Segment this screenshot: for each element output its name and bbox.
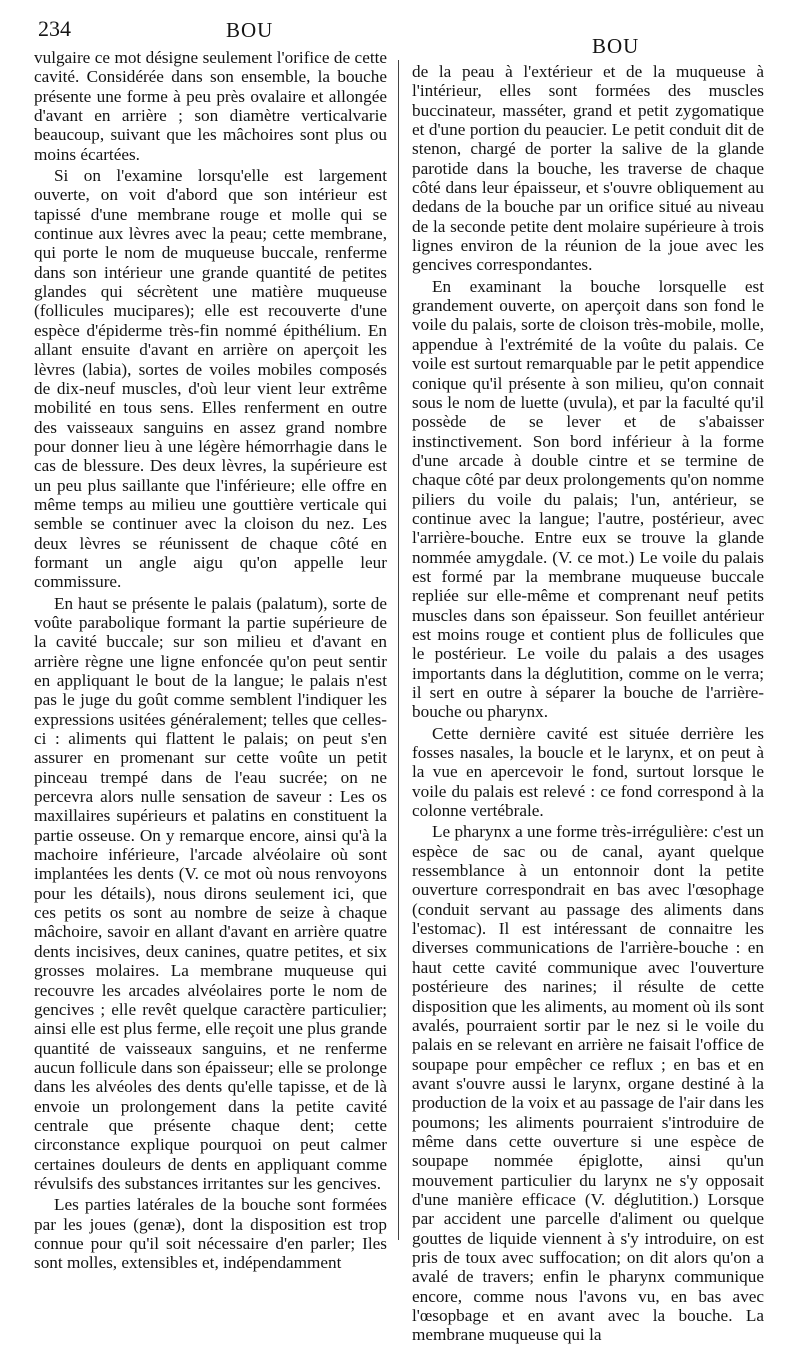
running-head-left: BOU [226,18,274,42]
column-divider [398,60,399,1240]
paragraph: vulgaire ce mot désigne seulement l'orifice de cette cavité. Considérée dans son ensemble, la bouche présente une forme à peu près ovalaire et allongée d'avant en arrière ; son diamètre verticalvarie beaucoup, suivant que les mâchoires sont plus ou moins écartées. [34,48,387,164]
page-header [0,12,800,58]
paragraph: Les parties latérales de la bouche sont formées par les joues (genæ), dont la disposition est trop connue pour qu'il soit nécessaire d'en parler; Iles sont molles, extensibles et, indépendamment [34,1195,387,1273]
paragraph: Si on l'examine lorsqu'elle est largement ouverte, on voit d'abord que son intérieur est tapissé d'une membrane rouge et molle qui se continue aux lèvres avec la peau; cette membrane, qui porte le nom de muqueuse buccale, renferme dans son intérieur une grande quantité de petites glandes qui sécrètent une matière muqueuse (follicules mucipares); elle est recouverte d'une espèce d'épiderme très-fin nommé épithélium. En allant ensuite d'avant en arrière on aperçoit les lèvres (labia), sortes de voiles mobiles composés de dix-neuf muscles, d'où leur vient leur extrême mobilité en tous sens. Elles renferment en outre des vaisseaux sanguins en assez grand nombre pour donner lieu à une légère hémorrhagie dans le cas de blessure. Des deux lèvres, la supérieure est un peu plus saillante que l'inférieure; elle offre en même temps au milieu une gouttière verticale qui semble se continuer avec la cloison du nez. Les deux lèvres se réunissent de chaque côté en formant un angle aigu qu'on appelle leur commissure. [34,166,387,592]
paragraph: En haut se présente le palais (palatum), sorte de voûte parabolique formant la partie supérieure de la cavité buccale; sur son milieu et d'avant en arrière règne une ligne enfoncée qu'on peut sentir en appliquant le bout de la langue; le palais n'est pas le juge du goût comme semblent l'indiquer les expressions usitées généralement; telles que celles-ci : aliments qui flattent le palais; on peut s'en assurer en promenant sur cette voûte un petit pinceau trempé dans de l'eau sucrée; on ne percevra alors nulle sensation de saveur : Les os maxillaires supérieurs et palatins en constituent la partie osseuse. On y remarque encore, ainsi qu'à la machoire inférieure, l'arcade alvéolaire où sont implantées les dents (V. ce mot où nous renvoyons pour les détails), nous dirons seulement ici, que ces petits os sont au nombre de seize à chaque mâchoire, savoir en allant d'avant en arrière quatre dents incisives, deux canines, quatre petites, et six grosses molaires. La membrane muqueuse qui recouvre les arcades alvéolaires porte le nom de gencives ; elle revêt quelque caractère particulier; ainsi elle est plus ferme, elle reçoit une plus grande quantité de vaisseaux sanguins, et ne renferme aucun follicule dans son épaisseur; elle se prolonge dans les alvéoles des dents qu'elle tapisse, et de là envoie un prolongement dans la petite cavité centrale que présente chaque dent; cette circonstance explique pourquoi on peut calmer certaines douleurs de dents en appliquant comme révulsifs des substances irritantes sur les gencives. [34,593,387,1193]
paragraph: Cette dernière cavité est située derrière les fosses nasales, la boucle et le larynx, et on peut à la vue en apercevoir le fond, surtout lorsque le voile du palais est relevé : ce fond correspond à la colonne vertébrale. [412,723,764,821]
running-head-right: BOU [592,34,640,58]
paragraph: En examinant la bouche lorsquelle est grandement ouverte, on aperçoit dans son fond le voile du palais, sorte de cloison très-mobile, molle, appendue à l'extrémité de la voûte du palais. Ce voile est surtout remarquable par le petit appendice conique qu'il présente à son milieu, qu'on connait sous le nom de luette (uvula), et par la faculté qu'il possède de se lever et de s'abaisser instinctivement. Son bord inférieur à la forme d'une arcade à double cintre et se termine de chaque côté par deux prolongements qu'on nomme piliers du voile du palais; l'un, antérieur, se continue avec la langue; l'autre, postérieur, avec l'arrière-bouche. Entre eux se trouve la glande nommée amygdale. (V. ce mot.) Le voile du palais est formé par la membrane muqueuse buccale repliée sur elle-même et comprenant neuf petits muscles dans son épaisseur. Son feuillet antérieur est moins rouge et contient plus de follicules que le postérieur. Le voile du palais a des usages importants dans la déglutition, comme on le verra; il sert en outre à séparer la bouche de l'arrière-bouche ou pharynx. [412,276,764,722]
right-column [412,62,764,1347]
page-number: 234 [38,16,71,41]
paragraph: Le pharynx a une forme très-irrégulière: c'est un espèce de sac ou de canal, ayant quelque ressemblance à un entonnoir dont la petite ouverture correspondrait en bas avec l'œsophage (conduit servant au passage des aliments dans l'estomac). Il est intéressant de connaitre les diverses communications de l'arrière-bouche : en haut cette cavité communique avec l'ouverture postérieure des narines; il résulte de cette disposition que les aliments, au moment où ils sont avalés, pourraient sortir par le nez si le voile du palais en se relevant en arrière ne faisait l'office de soupape pour empêcher ce reflux ; en bas et en avant s'ouvre aussi le larynx, organe destiné à la production de la voix et au passage de l'air dans les poumons; les aliments pourraient s'introduire de même dans cette ouverture si une espèce de soupape nommée épiglotte, ainsi qu'un mouvement particulier du larynx ne s'y opposait d'une manière efficace (V. déglutition.) Lorsque par accident une parcelle d'aliment ou quelque gouttes de liquide viennent à s'y introduire, on est pris de toux avec suffocation; on dit alors qu'on a avalé de travers; enfin le pharynx communique encore, comme nous l'avons vu, en bas avec l'œsopbage et en avant avec la bouche. La membrane muqueuse qui la [412,822,764,1345]
paragraph: de la peau à l'extérieur et de la muqueuse à l'intérieur, elles sont formées des muscles buccinateur, masséter, grand et petit zygomatique et d'une portion du peaucier. Le petit conduit dit de stenon, chargé de porter la salive de la glande parotide dans la bouche, les traverse de chaque côté dans leur épaisseur, et s'ouvre obliquement au dedans de la bouche par un orifice situé au niveau de la seconde petite dent molaire supérieure à trois lignes environ de la réunion de la joue avec les gencives correspondantes. [412,62,764,275]
left-column [34,48,387,1275]
